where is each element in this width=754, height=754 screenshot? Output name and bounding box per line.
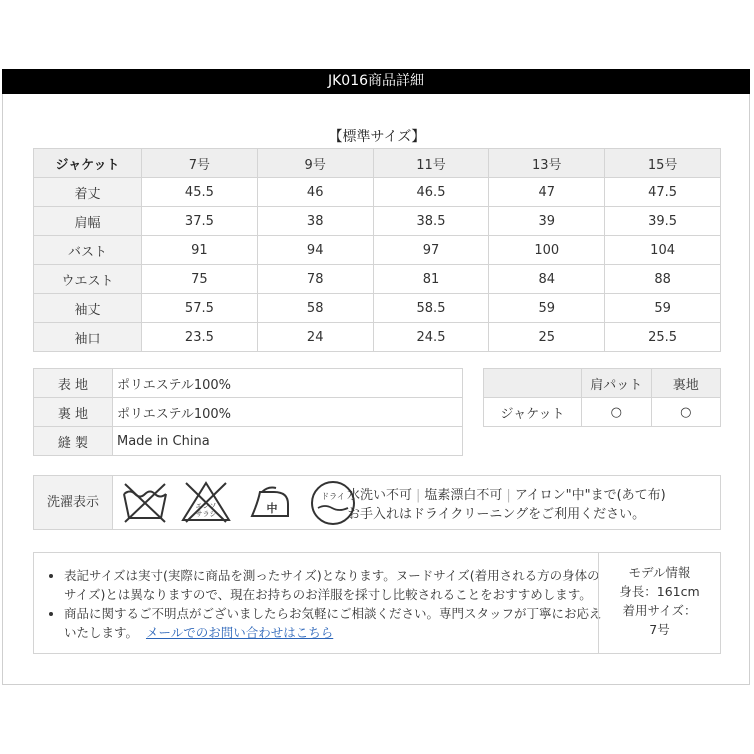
washing-instruction: 塩素漂白不可 [424,488,503,503]
material-value: Made in China [113,427,463,456]
table-cell: 24 [257,323,373,352]
table-cell: 81 [373,265,489,294]
table-row [34,236,721,265]
model-size-value: 7号 [649,622,670,637]
table-cell: 59 [489,294,605,323]
table-cell: 100 [489,236,605,265]
table-cell: 91 [142,236,258,265]
table-cell: 97 [373,236,489,265]
table-cell: 47.5 [605,178,721,207]
row-label: バスト [34,236,142,265]
washing-icons [120,480,360,526]
material-value: ポリエステル100% [113,398,463,427]
note-text: 表記サイズは実寸(実際に商品を測ったサイズ)となります。ヌードサイズ(着用される方の身体のサイズ)とは異なりますので、現在お持ちのお洋服を採寸し比較されることをおすすめします。 [64,568,600,602]
standard-size-title: 【標準サイズ】 [328,129,426,145]
washing-label: 洗濯表示 [34,476,113,529]
size-col-9: 9号 [257,149,373,178]
table-row [34,294,721,323]
table-cell: 57.5 [142,294,258,323]
table-row [34,323,721,352]
table-cell: 37.5 [142,207,258,236]
size-col-item: ジャケット [34,149,142,178]
row-label: 袖口 [34,323,142,352]
model-info-title: モデル情報 [628,565,691,580]
table-row [34,427,463,456]
washing-section [33,475,721,530]
material-table [33,368,463,456]
material-value: ポリエステル100% [113,369,463,398]
table-cell: 39 [489,207,605,236]
table-cell: 46 [257,178,373,207]
list-item [64,604,612,642]
table-cell: 104 [605,236,721,265]
washing-text [347,486,666,524]
dry-text: ドライ [321,492,345,501]
size-header-row [34,149,721,178]
material-label: 裏 地 [34,398,113,427]
pad-header-row [484,369,721,398]
table-cell: 58.5 [373,294,489,323]
table-cell: 47 [489,178,605,207]
material-label: 表 地 [34,369,113,398]
table-cell: ○ [582,398,652,427]
table-cell: 94 [257,236,373,265]
model-height: 身長：161cm [619,584,700,599]
model-info [598,553,720,653]
row-label: ウエスト [34,265,142,294]
product-detail-header: JK016商品詳細 [2,69,750,94]
table-cell: 39.5 [605,207,721,236]
table-cell: 75 [142,265,258,294]
table-row [34,369,463,398]
size-col-15: 15号 [605,149,721,178]
list-item [64,566,612,604]
bleach-text-1: エンソ [195,502,217,510]
table-cell: 38.5 [373,207,489,236]
washing-instruction: 水洗い不可 [347,488,413,503]
table-cell: 38 [257,207,373,236]
row-label: 袖丈 [34,294,142,323]
row-label: 着丈 [34,178,142,207]
size-table [33,148,721,352]
pad-col-shoulder-pad: 肩パット [582,369,652,398]
table-row [34,398,463,427]
pad-lining-table [483,368,721,427]
washing-instruction: アイロン"中"まで(あて布) [514,488,666,503]
no-bleach-icon [180,480,232,524]
row-label: ジャケット [484,398,582,427]
table-cell: 46.5 [373,178,489,207]
table-row [34,265,721,294]
iron-text: 中 [266,502,278,515]
table-cell: 58 [257,294,373,323]
table-cell: 25 [489,323,605,352]
table-cell: 45.5 [142,178,258,207]
table-row [484,398,721,427]
table-cell: ○ [651,398,721,427]
table-cell: 78 [257,265,373,294]
washing-line-2: お手入れはドライクリーニングをご利用ください。 [347,507,646,522]
table-cell: 88 [605,265,721,294]
note-text: 商品に関するご不明点がございましたらお気軽にご相談ください。専門スタッフが丁寧にお応えいたします。 [64,606,602,640]
table-cell: 23.5 [142,323,258,352]
table-cell: 25.5 [605,323,721,352]
pad-col-blank [484,369,582,398]
table-row [34,207,721,236]
row-label: 肩幅 [34,207,142,236]
separator: | [506,488,511,503]
table-cell: 24.5 [373,323,489,352]
size-col-11: 11号 [373,149,489,178]
table-row [34,178,721,207]
table-cell: 84 [489,265,605,294]
mail-inquiry-link[interactable]: メールでのお問い合わせはこちら [145,625,334,640]
separator: | [416,488,421,503]
size-col-7: 7号 [142,149,258,178]
pad-col-lining: 裏地 [651,369,721,398]
model-size-label: 着用サイズ： [622,603,697,618]
iron-medium-icon [244,480,294,524]
size-col-13: 13号 [489,149,605,178]
material-label: 縫 製 [34,427,113,456]
table-cell: 59 [605,294,721,323]
no-wash-icon [120,480,170,524]
bleach-text-2: サラシ [195,510,217,518]
notes-list [46,566,612,642]
washing-line-1 [347,486,666,505]
notes-section [33,552,721,654]
